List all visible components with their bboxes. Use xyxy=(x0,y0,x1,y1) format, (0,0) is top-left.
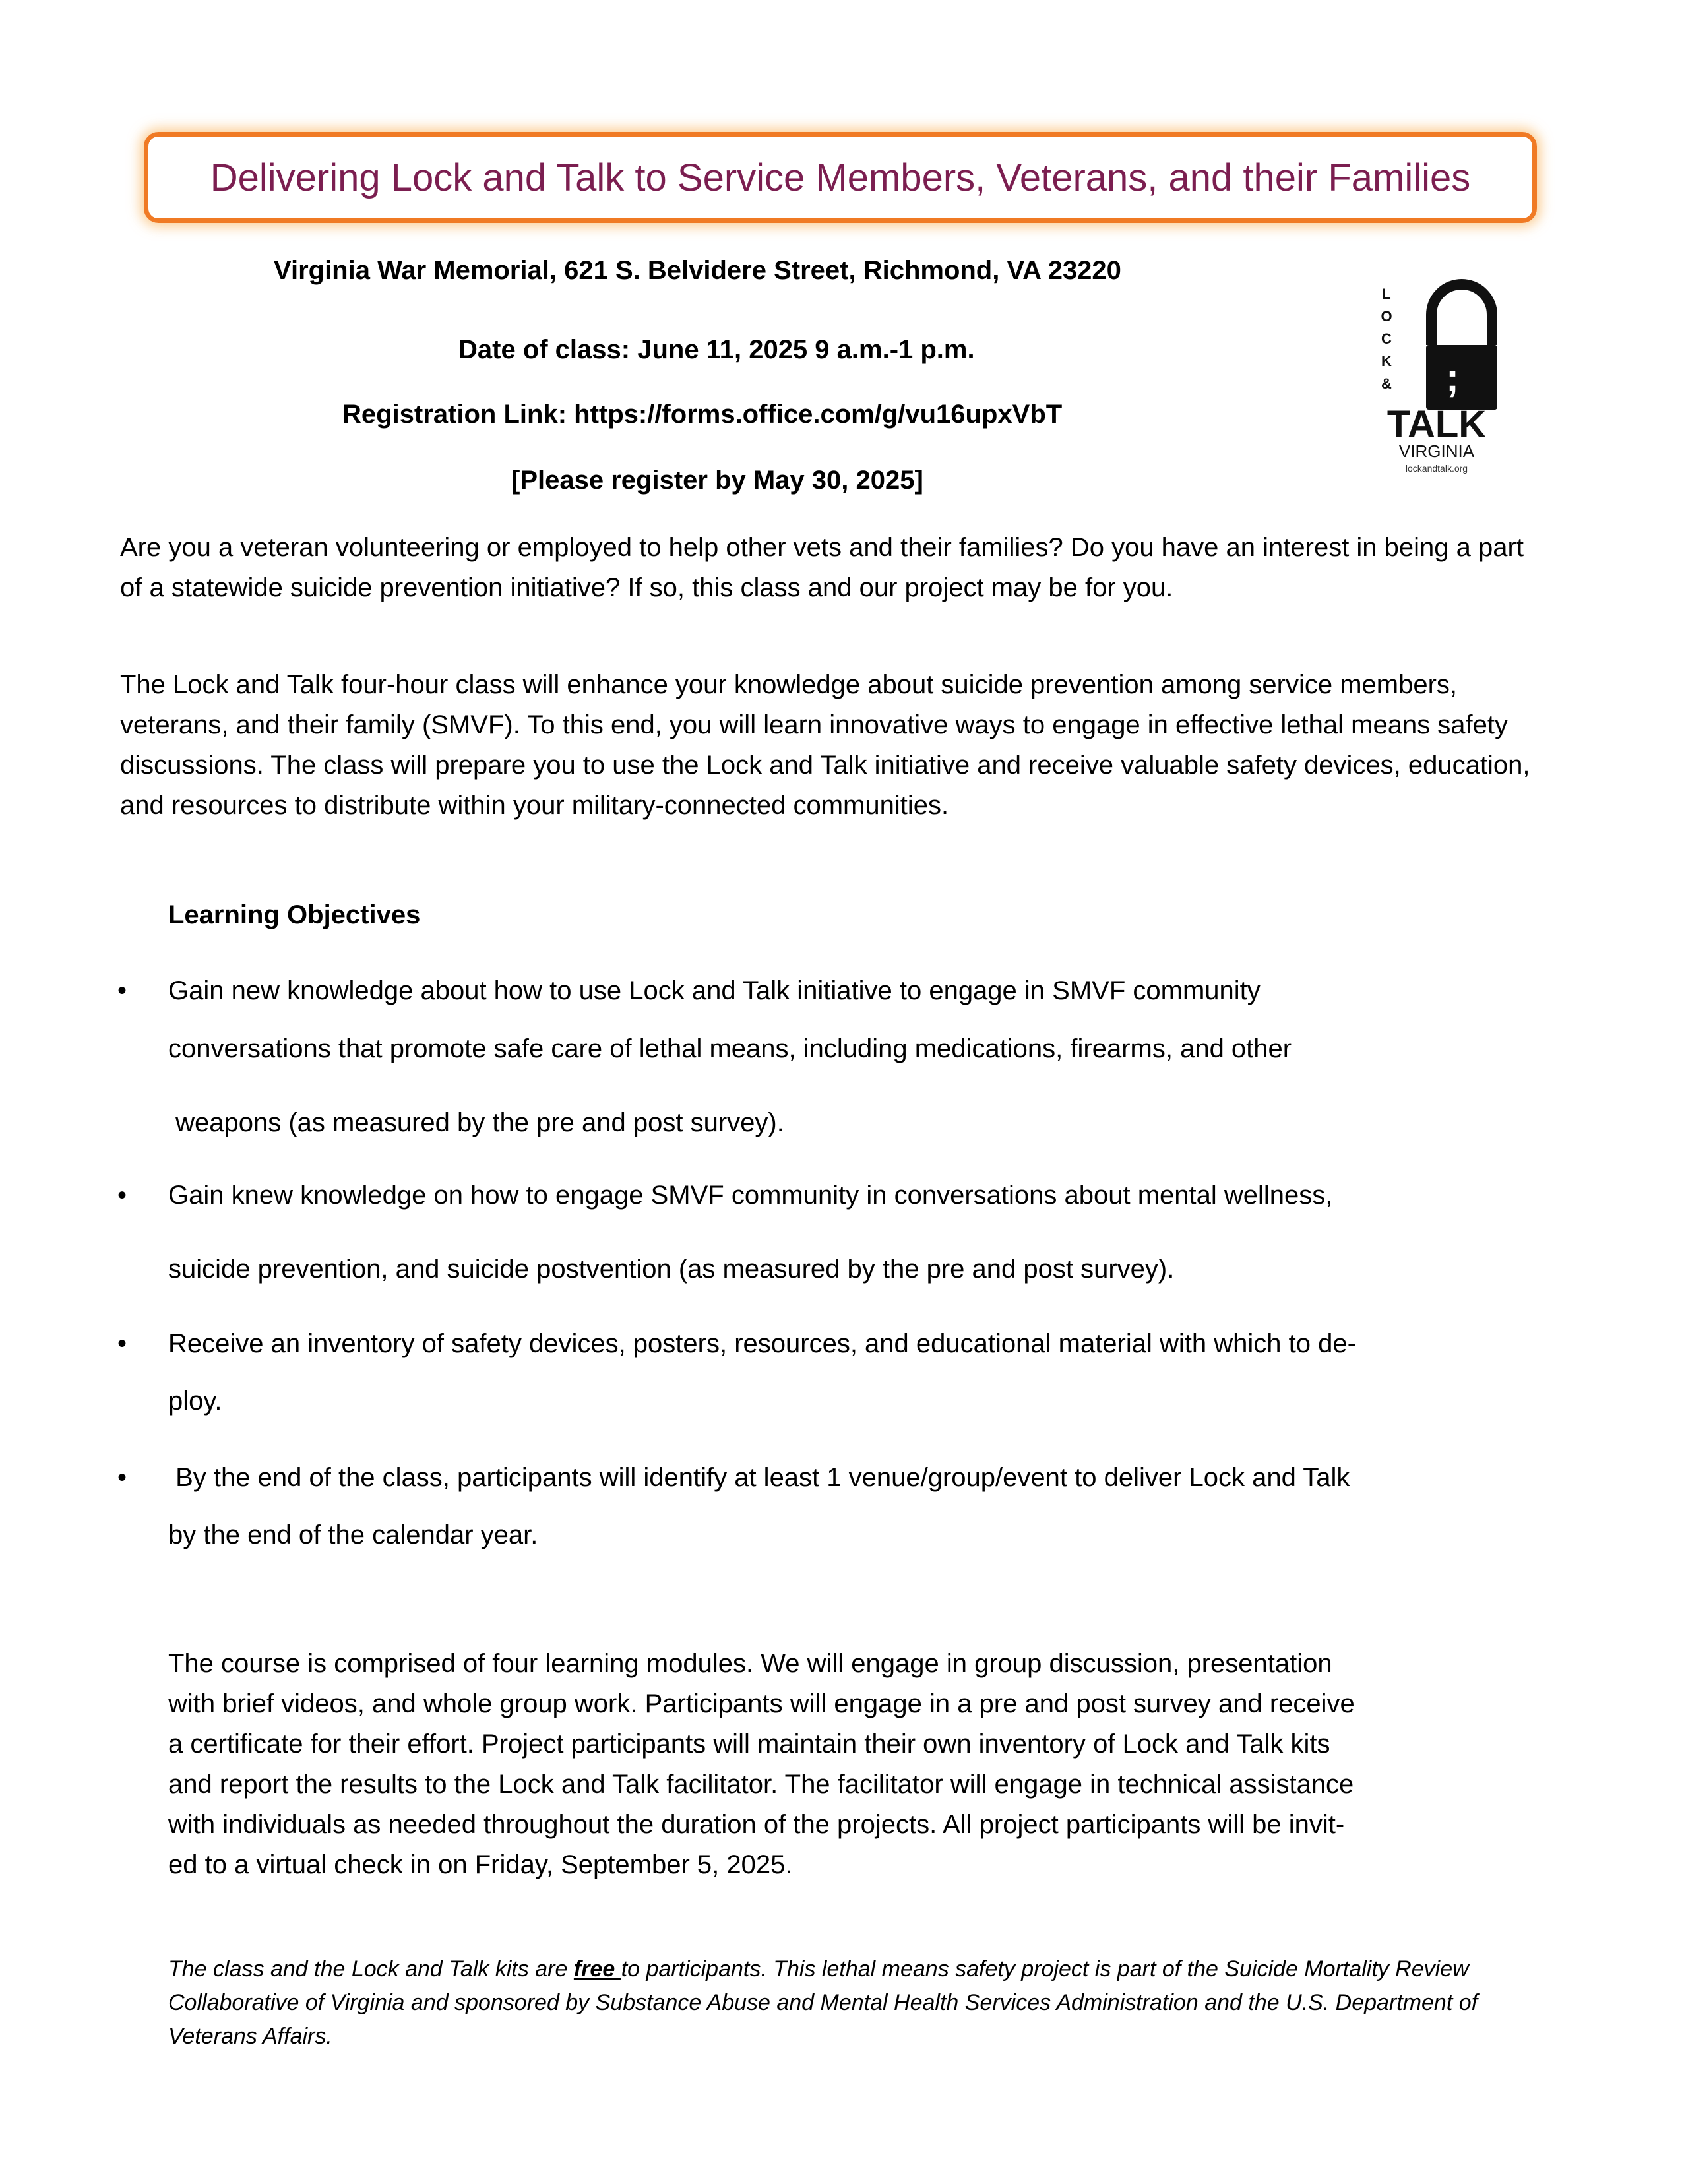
footer-free: free xyxy=(573,1956,621,1981)
objective-1-line-1: Gain new knowledge about how to use Lock and Talk initiative to engage in SMVF community xyxy=(168,976,1261,1005)
course-line-3: a certificate for their effort. Project participants will maintain their own inventory of Lock and Talk kits xyxy=(168,1730,1330,1759)
logo-letter-c: C xyxy=(1381,330,1392,347)
bullet-icon: • xyxy=(117,1463,127,1492)
intro-paragraph-2: The Lock and Talk four-hour class will enhance your knowledge about suicide prevention among service members, veterans, and their family (SMVF). To this end, you will learn innovative ways to engage in effective lethal means safety discussions. The class will prepare you to use the Lock and Talk initiative and receive valuable safety devices, education, and resources to distribute within your military-connected communities. xyxy=(120,670,1530,820)
objective-4-line-1: By the end of the class, participants will identify at least 1 venue/group/event to deliver Lock and Talk xyxy=(168,1463,1350,1492)
objective-3-line-2: ploy. xyxy=(168,1387,222,1416)
logo-talk: TALK xyxy=(1386,403,1487,446)
bullet-icon: • xyxy=(117,1329,127,1358)
title-banner xyxy=(144,132,1537,223)
logo-url: lockandtalk.org xyxy=(1405,463,1468,474)
bullet-icon: • xyxy=(117,976,127,1005)
logo-letter-o: O xyxy=(1381,308,1392,325)
logo-semicolon: ; xyxy=(1446,356,1459,400)
page-title: Delivering Lock and Talk to Service Members, Veterans, and their Families xyxy=(210,156,1471,199)
course-line-4: and report the results to the Lock and Talk facilitator. The facilitator will engage in technical assistance xyxy=(168,1770,1354,1799)
objective-2-line-2: suicide prevention, and suicide postvention (as measured by the pre and post survey). xyxy=(168,1255,1175,1284)
objective-1-line-3: weapons (as measured by the pre and post survey). xyxy=(168,1108,784,1137)
bullet-icon: • xyxy=(117,1181,127,1210)
footer-note xyxy=(168,1952,1540,2053)
objective-1-line-2: conversations that promote safe care of lethal means, including medications, firearms, and other xyxy=(168,1034,1292,1063)
lock-and-talk-logo xyxy=(1371,267,1503,478)
objective-4-line-2: by the end of the calendar year. xyxy=(168,1520,538,1549)
logo-ampersand: & xyxy=(1381,375,1392,392)
logo-state: VIRGINIA xyxy=(1398,441,1475,461)
course-line-5: with individuals as needed throughout the duration of the projects. All project participants will be invit- xyxy=(168,1810,1345,1839)
footer-text-before: The class and the Lock and Talk kits are xyxy=(168,1956,574,1981)
objective-2-line-1: Gain knew knowledge on how to engage SMVF community in conversations about mental wellness, xyxy=(168,1181,1333,1210)
registration-line: Registration Link: https://forms.office.com/g/vu16upxVbT xyxy=(342,400,1063,429)
objectives-heading: Learning Objectives xyxy=(168,900,421,929)
date-line: Date of class: June 11, 2025 9 a.m.-1 p.m. xyxy=(458,335,975,364)
course-line-6: ed to a virtual check in on Friday, September 5, 2025. xyxy=(168,1850,793,1879)
course-line-1: The course is comprised of four learning modules. We will engage in group discussion, presentation xyxy=(168,1649,1332,1678)
logo-letter-l: L xyxy=(1382,286,1391,302)
footer-text-after: to participants. This lethal means safety project is part of the Suicide Mortality Review Collaborative of Virginia and sponsored by Substance Abuse and Mental Health Services Administration and the U.S. Department of Veterans Affairs. xyxy=(168,1956,1478,2049)
location-line: Virginia War Memorial, 621 S. Belvidere Street, Richmond, VA 23220 xyxy=(274,256,1121,285)
register-by-line: [Please register by May 30, 2025] xyxy=(511,466,923,495)
logo-letter-k: K xyxy=(1381,353,1392,369)
intro-paragraph-1: Are you a veteran volunteering or employed to help other vets and their families? Do you have an interest in being a part of a statewide suicide prevention initiative? If so, this class and our project may be for you. xyxy=(120,533,1524,602)
objective-3-line-1: Receive an inventory of safety devices, posters, resources, and educational material with which to de- xyxy=(168,1329,1356,1358)
course-line-2: with brief videos, and whole group work. Participants will engage in a pre and post survey and receive xyxy=(168,1689,1355,1718)
